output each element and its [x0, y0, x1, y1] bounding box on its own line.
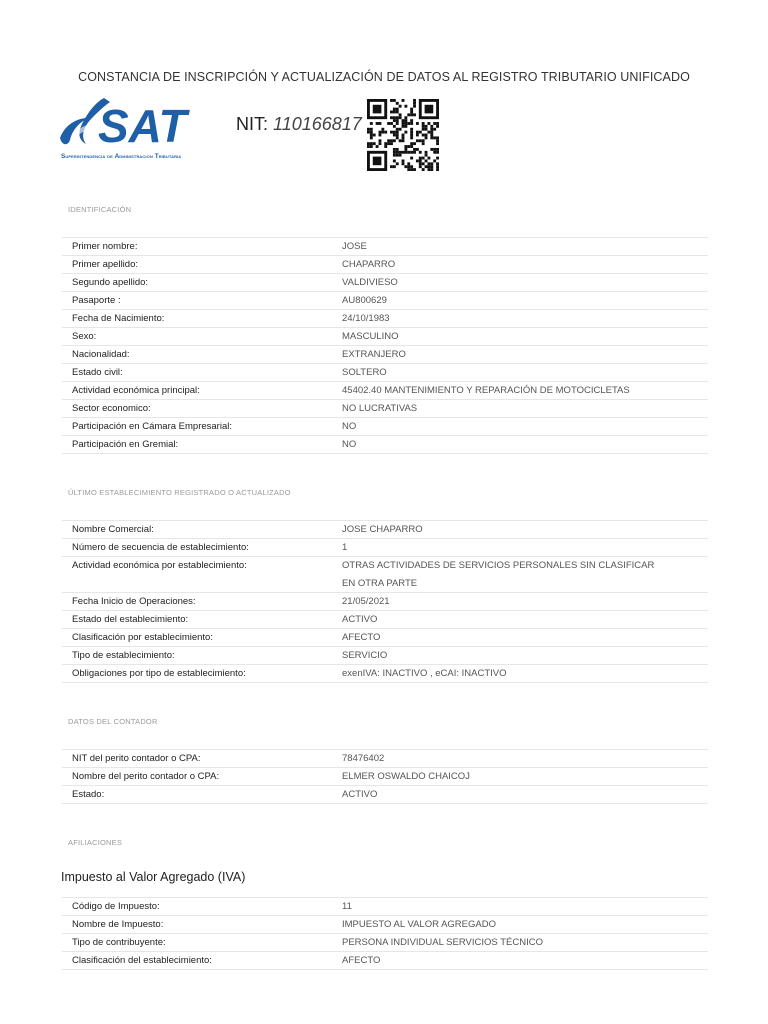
field-value: NO [342, 439, 357, 450]
iva-subtitle: Impuesto al Valor Agregado (IVA) [61, 870, 246, 884]
field-value: 1 [342, 542, 348, 553]
field-value [342, 557, 708, 592]
table-row [62, 952, 708, 970]
table-row [62, 364, 708, 382]
table-row [62, 647, 708, 665]
identificacion-table [62, 237, 708, 454]
table-row [62, 418, 708, 436]
field-label: Tipo de establecimiento: [72, 650, 175, 661]
table-row [62, 274, 708, 292]
table-row [62, 629, 708, 647]
table-row [62, 292, 708, 310]
field-value: AFECTO [342, 955, 381, 966]
qr-code [367, 99, 439, 171]
field-value: SOLTERO [342, 367, 387, 378]
field-value: exenIVA: INACTIVO , eCAI: INACTIVO [342, 668, 507, 679]
logo-wordmark: SAT [98, 100, 187, 152]
field-value: MASCULINO [342, 331, 399, 342]
field-value: ACTIVO [342, 789, 378, 800]
field-label: Nombre Comercial: [72, 524, 154, 535]
table-row [62, 436, 708, 454]
field-value: 45402.40 MANTENIMIENTO Y REPARACIÓN DE MOTOCICLETAS [342, 385, 630, 396]
field-label: Número de secuencia de establecimiento: [72, 542, 249, 553]
field-label: Código de Impuesto: [72, 901, 160, 912]
field-value: 78476402 [342, 753, 385, 764]
field-value: IMPUESTO AL VALOR AGREGADO [342, 919, 496, 930]
field-label: Obligaciones por tipo de establecimiento: [72, 668, 246, 679]
field-value: 21/05/2021 [342, 596, 390, 607]
field-label: Tipo de contribuyente: [72, 937, 166, 948]
section-identificacion-label: IDENTIFICACIÓN [68, 205, 132, 214]
field-label: Participación en Gremial: [72, 439, 179, 450]
sat-logo-icon [58, 96, 248, 154]
field-label: Nacionalidad: [72, 349, 130, 360]
table-row [62, 665, 708, 683]
table-row [62, 310, 708, 328]
logo-subtitle: Superintendencia de Administracion Tributaria [61, 153, 182, 160]
field-value: EXTRANJERO [342, 349, 406, 360]
field-value: JOSE CHAPARRO [342, 524, 423, 535]
table-row [62, 611, 708, 629]
field-label: Sector economico: [72, 403, 151, 414]
field-label: Estado: [72, 789, 105, 800]
field-value: AU800629 [342, 295, 387, 306]
table-row [62, 593, 708, 611]
field-value: ELMER OSWALDO CHAICOJ [342, 771, 470, 782]
table-row [62, 768, 708, 786]
field-value: JOSE [342, 241, 367, 252]
field-label: Segundo apellido: [72, 277, 149, 288]
contador-table [62, 749, 708, 804]
field-label: NIT del perito contador o CPA: [72, 753, 201, 764]
field-label: Primer apellido: [72, 259, 138, 270]
table-row [62, 237, 708, 256]
table-row [62, 256, 708, 274]
field-label: Nombre del perito contador o CPA: [72, 771, 220, 782]
section-contador-label: DATOS DEL CONTADOR [68, 717, 158, 726]
table-row [62, 786, 708, 804]
table-row [62, 539, 708, 557]
table-row [62, 520, 708, 539]
field-label: Estado civil: [72, 367, 123, 378]
table-row [62, 749, 708, 768]
afiliaciones-table [62, 897, 708, 970]
section-establecimiento-label: ÚLTIMO ESTABLECIMIENTO REGISTRADO O ACTUALIZADO [68, 488, 291, 497]
field-label: Sexo: [72, 331, 97, 342]
field-label: Actividad económica principal: [72, 385, 200, 396]
nit-display [236, 114, 362, 135]
document-title: CONSTANCIA DE INSCRIPCIÓN Y ACTUALIZACIÓN DE DATOS AL REGISTRO TRIBUTARIO UNIFICADO [78, 70, 690, 84]
table-row [62, 382, 708, 400]
table-row [62, 916, 708, 934]
field-value: CHAPARRO [342, 259, 396, 270]
field-label: Fecha Inicio de Operaciones: [72, 596, 196, 607]
field-label: Fecha de Nacimiento: [72, 313, 165, 324]
field-label: Clasificación del establecimiento: [72, 955, 212, 966]
nit-label: NIT: [236, 114, 269, 134]
field-label: Actividad económica por establecimiento: [72, 560, 247, 571]
field-value: AFECTO [342, 632, 381, 643]
field-label: Participación en Cámara Empresarial: [72, 421, 232, 432]
table-row [62, 328, 708, 346]
field-label: Primer nombre: [72, 241, 138, 252]
field-label: Nombre de Impuesto: [72, 919, 164, 930]
table-row [62, 346, 708, 364]
field-value: PERSONA INDIVIDUAL SERVICIOS TÉCNICO [342, 937, 543, 948]
table-row [62, 934, 708, 952]
field-value: 24/10/1983 [342, 313, 390, 324]
field-value: SERVICIO [342, 650, 388, 661]
field-value: VALDIVIESO [342, 277, 398, 288]
field-label: Pasaporte : [72, 295, 121, 306]
qr-code-icon [367, 99, 439, 171]
table-row [62, 400, 708, 418]
field-value: NO [342, 421, 357, 432]
sat-logo [58, 96, 248, 166]
nit-value: 110166817 [273, 114, 362, 134]
field-value: NO LUCRATIVAS [342, 403, 418, 414]
establecimiento-table [62, 520, 708, 683]
field-value-line-2: EN OTRA PARTE [342, 577, 418, 589]
field-value: ACTIVO [342, 614, 378, 625]
table-row [62, 557, 708, 593]
table-row [62, 897, 708, 916]
field-value: 11 [342, 901, 352, 912]
field-label: Estado del establecimiento: [72, 614, 189, 625]
field-value-line-1: OTRAS ACTIVIDADES DE SERVICIOS PERSONALES SIN CLASIFICAR [342, 560, 655, 571]
field-label: Clasificación por establecimiento: [72, 632, 213, 643]
section-afiliaciones-label: AFILIACIONES [68, 838, 123, 847]
